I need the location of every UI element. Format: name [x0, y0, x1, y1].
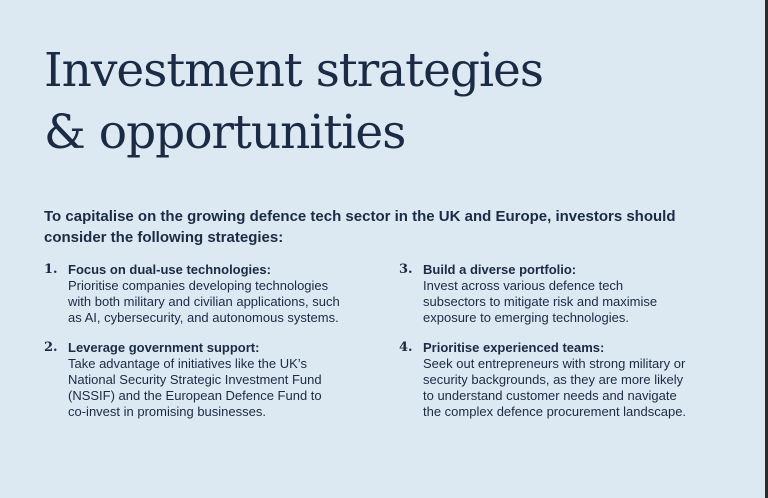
strategy-description-line: Prioritise companies developing technologies — [68, 278, 329, 293]
strategy-description-line: as AI, cybersecurity, and autonomous systems. — [68, 310, 339, 325]
strategy-item-2 — [44, 340, 384, 420]
strategy-number: 4. — [399, 340, 413, 355]
strategy-description-line: Invest across various defence tech — [423, 278, 624, 293]
page-title-line-1: Investment strategies — [44, 43, 543, 98]
strategy-item-4 — [399, 340, 729, 420]
strategy-description — [44, 356, 384, 420]
strategy-heading: Focus on dual-use technologies: — [68, 262, 271, 277]
strategy-description-line: exposure to emerging technologies. — [423, 310, 629, 325]
intro-paragraph: To capitalise on the growing defence tech sector in the UK and Europe, investors should consider the following strategies: — [44, 208, 676, 246]
strategy-description-line: with both military and civilian applications, such — [68, 294, 340, 309]
strategy-number: 1. — [44, 262, 58, 277]
strategy-description-line: to understand customer needs and navigate — [423, 388, 677, 403]
page-title — [44, 40, 543, 164]
page-title-line-2: & opportunities — [44, 105, 406, 160]
strategy-heading: Leverage government support: — [68, 340, 260, 355]
strategy-description-line: Take advantage of initiatives like the UK’s — [68, 356, 307, 371]
strategy-description — [399, 278, 729, 326]
strategy-number: 3. — [399, 262, 413, 277]
strategy-description-line: security backgrounds, as they are more likely — [423, 372, 684, 387]
strategy-description-line: National Security Strategic Investment Fund — [68, 372, 322, 387]
strategy-description-line: the complex defence procurement landscape. — [423, 404, 687, 419]
strategy-heading: Build a diverse portfolio: — [423, 262, 577, 277]
strategy-description-line: co-invest in promising businesses. — [68, 404, 266, 419]
strategy-item-1 — [44, 262, 384, 326]
strategy-description — [44, 278, 384, 326]
strategy-description-line: Seek out entrepreneurs with strong military or — [423, 356, 686, 371]
strategy-number: 2. — [44, 340, 58, 355]
strategy-description — [399, 356, 729, 420]
strategy-description-line: (NSSIF) and the European Defence Fund to — [68, 388, 322, 403]
strategy-item-3 — [399, 262, 729, 326]
strategy-description-line: subsectors to mitigate risk and maximise — [423, 294, 658, 309]
strategy-heading: Prioritise experienced teams: — [423, 340, 605, 355]
